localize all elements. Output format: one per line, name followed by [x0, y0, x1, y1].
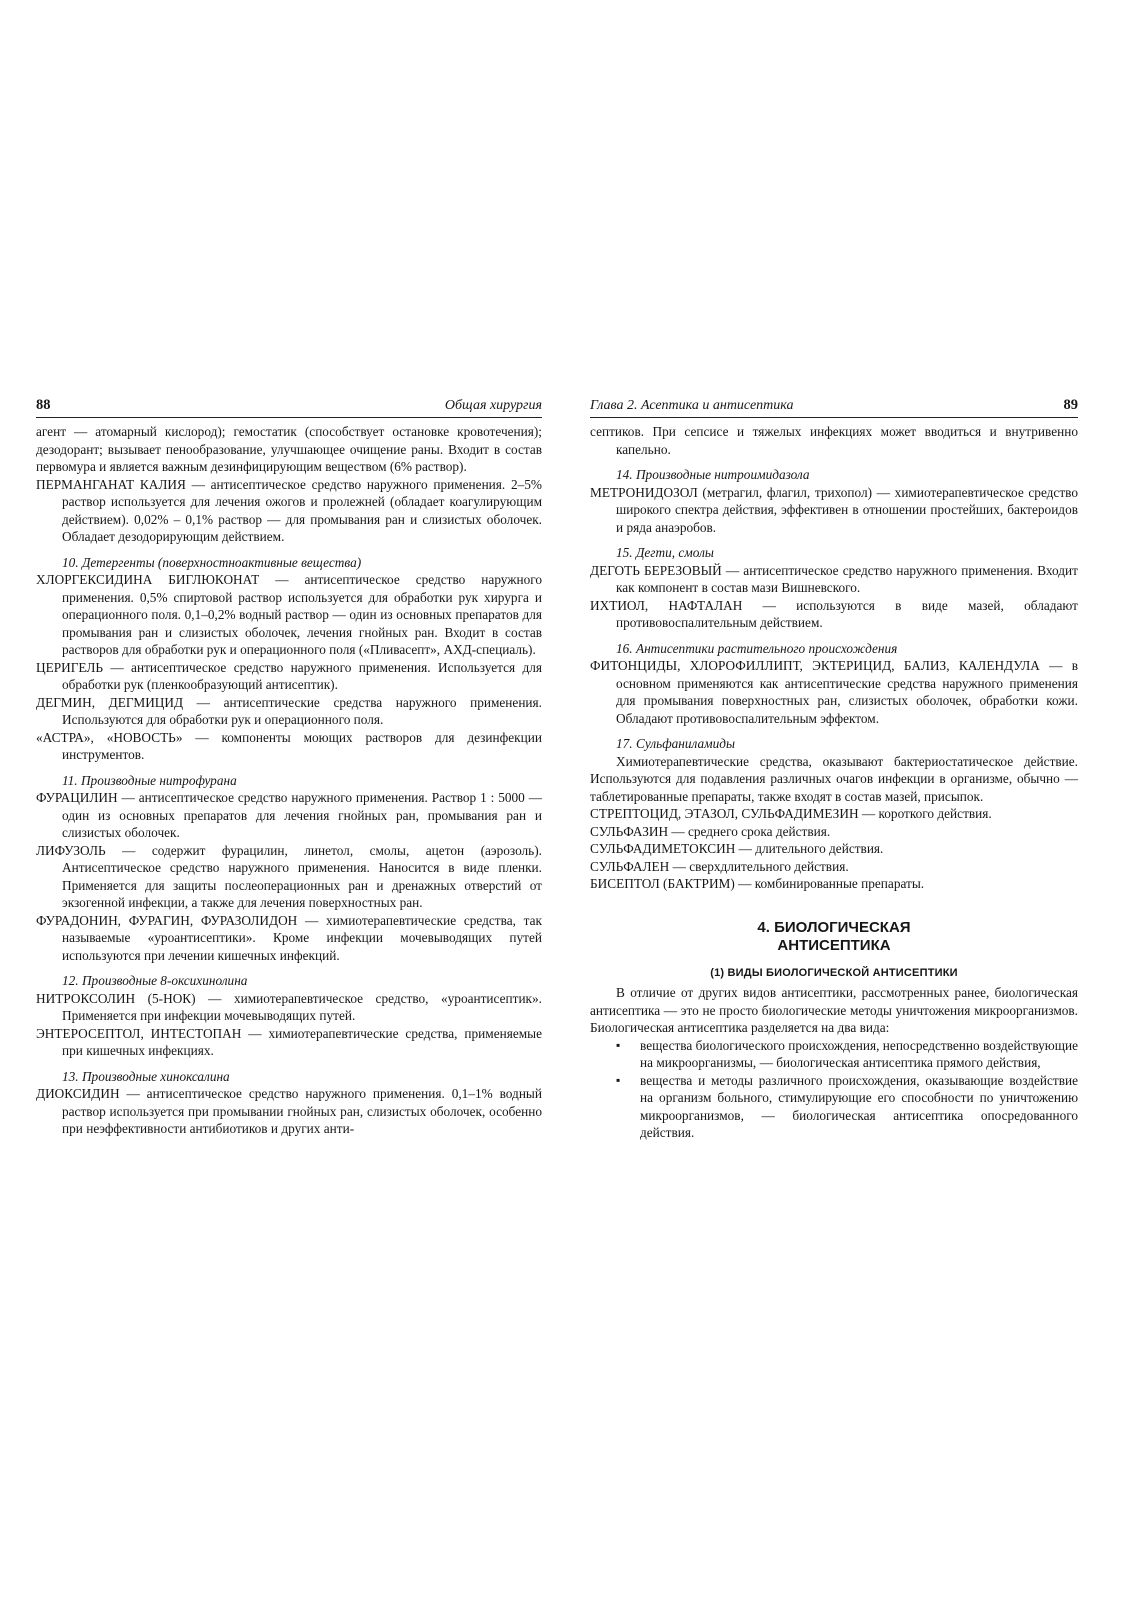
right-page-body	[590, 423, 1078, 1142]
list-item	[590, 1037, 1078, 1072]
right-page-header	[590, 393, 1078, 418]
paragraph: Химиотерапевтические средства, оказывают бактериостатическое действие. Используются для подавления различных очагов инфекции в организме, обычно — таблетированные препараты, также входят в состав мазей, присыпок.	[590, 753, 1078, 804]
drug-entry: ЛИФУЗОЛЬ — содержит фурацилин, линетол, смолы, ацетон (аэрозоль). Антисептическое средство наружного применения. Наносится в виде пленки. Применяется для защиты послеоперационных ран и дренажных отверстий от экзогенной инфекции, а также для лечения поверхностных ран.	[36, 842, 542, 910]
drug-entry: ФИТОНЦИДЫ, ХЛОРОФИЛЛИПТ, ЭКТЕРИЦИД, БАЛИЗ, КАЛЕНДУЛА — в основном применяются как антисептические средства наружного применения для промывания поверхностных ран, слизистых оболочек, обработки кожи. Обладают противовоспалительным эффектом.	[590, 658, 1078, 726]
drug-entry: СУЛЬФАЛЕН — сверхдлительного действия.	[590, 858, 849, 874]
drug-entry: ПЕРМАНГАНАТ КАЛИЯ — антисептическое средство наружного применения. 2–5% раствор используется для лечения ожогов и пролежней (обладает коагулирующим действием). 0,02% – 0,1% раствор — для промывания ран и слизистых оболочек. Обладает дезодорирующим действием.	[36, 476, 542, 544]
section-title: 16. Антисептики растительного происхождения	[616, 640, 898, 656]
drug-entry: БИСЕПТОЛ (БАКТРИМ) — комбинированные препараты.	[590, 876, 925, 891]
section-title: 13. Производные хиноксалина	[62, 1068, 230, 1084]
drug-entry: СТРЕПТОЦИД, ЭТАЗОЛ, СУЛЬФАДИМЕЗИН — короткого действия.	[590, 806, 992, 821]
running-title: Общая хирургия	[444, 398, 542, 413]
drug-entry: ФУРАЦИЛИН — антисептическое средство наружного применения. Раствор 1 : 5000 — один из основных препаратов для лечения гнойных ран, промывания ран и слизистых оболочек.	[36, 790, 542, 840]
left-page	[36, 393, 542, 1138]
page-number: 88	[36, 397, 51, 413]
section-title: 10. Детергенты (поверхностноактивные вещества)	[62, 554, 362, 570]
drug-entry: ФУРАДОНИН, ФУРАГИН, ФУРАЗОЛИДОН — химиотерапевтические средства, так называемые «уроантисептики». Кроме инфекции мочевыводящих путей используются при лечении кишечных инфекций.	[36, 912, 542, 963]
section-heading-line: 4. БИОЛОГИЧЕСКАЯ	[757, 918, 911, 936]
left-page-header	[36, 393, 542, 418]
intro-paragraph: В отличие от других видов антисептики, рассмотренных ранее, биологическая антисептика — это не просто биологические методы уничтожения микроорганизмов. Биологическая антисептика разделяется на два вида:	[590, 985, 1078, 1035]
drug-entry: СУЛЬФАЗИН — среднего срока действия.	[590, 823, 831, 839]
section-title: 14. Производные нитроимидазола	[616, 467, 810, 482]
bullet-icon: ▪	[616, 1037, 621, 1052]
list-item-text: вещества биологического происхождения, непосредственно воздействующие на микроорганизмы, — биологическая антисептика прямого действия,	[640, 1037, 1078, 1070]
left-page-body	[36, 423, 542, 1138]
bullet-icon: ▪	[616, 1072, 621, 1087]
drug-entry: ХЛОРГЕКСИДИНА БИГЛЮКОНАТ — антисептическое средство наружного применения. 0,5% спиртовой раствор используется для обработки рук хирурга и операционного поля. 0,1–0,2% водный раствор — один из основных препаратов для промывания ран и слизистых оболочек, лечения гнойных ран. Входит в состав растворов для обработки рук и операционного поля («Пливасепт», АХД-специаль).	[36, 572, 542, 657]
section-heading-line: АНТИСЕПТИКА	[777, 936, 891, 954]
paragraph: септиков. При сепсисе и тяжелых инфекциях может вводиться и внутривенно капельно.	[590, 424, 1078, 457]
drug-entry: ДЕГОТЬ БЕРЕЗОВЫЙ — антисептическое средство наружного применения. Входит как компонент в состав мази Вишневского.	[590, 562, 1078, 595]
section-title: 15. Дегти, смолы	[616, 545, 714, 560]
running-title: Глава 2. Асептика и антисептика	[590, 398, 794, 413]
section-title: 12. Производные 8-оксихинолина	[62, 973, 248, 988]
drug-entry: ИХТИОЛ, НАФТАЛАН — используются в виде мазей, обладают противовоспалительным действием.	[590, 597, 1078, 630]
paragraph: агент — атомарный кислород); гемостатик (способствует остановке кровотечения); дезодорант; вызывает пенообразование, улучшающее очищение раны. Входит в состав первомура и является важным дезинфицирующим веществом (6% раствор).	[36, 424, 542, 474]
drug-entry: МЕТРОНИДОЗОЛ (метрагил, флагил, трихопол) — химиотерапевтическое средство широкого спектра действия, эффективен в отношении простейших, бактероидов и ряда анаэробов.	[590, 484, 1078, 535]
bullet-list	[590, 1037, 1078, 1142]
drug-entry: СУЛЬФАДИМЕТОКСИН — длительного действия.	[590, 841, 884, 856]
list-item	[590, 1072, 1078, 1142]
page-number: 89	[1063, 397, 1078, 413]
drug-entry: НИТРОКСОЛИН (5-НОК) — химиотерапевтическое средство, «уроантисептик». Применяется при инфекции мочевыводящих путей.	[36, 990, 542, 1023]
drug-entry: ДЕГМИН, ДЕГМИЦИД — антисептические средства наружного применения. Используются для обработки рук и операционного поля.	[36, 694, 542, 727]
section-title: 17. Сульфаниламиды	[616, 736, 736, 751]
drug-entry: ЦЕРИГЕЛЬ — антисептическое средство наружного применения. Используется для обработки рук (пленкообразующий антисептик).	[36, 659, 542, 692]
list-item-text: вещества и методы различного происхождения, оказывающие воздействие на организм больного, стимулирующие его способности по уничтожению микроорганизмов, — биологическая антисептика опосредованного действия.	[640, 1072, 1078, 1140]
section-title: 11. Производные нитрофурана	[62, 772, 237, 788]
drug-entry: «АСТРА», «НОВОСТЬ» — компоненты моющих растворов для дезинфекции инструментов.	[36, 729, 542, 762]
right-page	[590, 393, 1078, 1142]
drug-entry: ДИОКСИДИН — антисептическое средство наружного применения. 0,1–1% водный раствор используется при промывании гнойных ран, слизистых оболочек, особенно при неэффективности антибиотиков и других анти-	[36, 1086, 542, 1136]
section-heading	[590, 919, 1078, 955]
drug-entry: ЭНТЕРОСЕПТОЛ, ИНТЕСТОПАН — химиотерапевтические средства, применяемые при кишечных инфекциях.	[36, 1025, 542, 1058]
subsection-heading: (1) ВИДЫ БИОЛОГИЧЕСКОЙ АНТИСЕПТИКИ	[710, 966, 958, 979]
